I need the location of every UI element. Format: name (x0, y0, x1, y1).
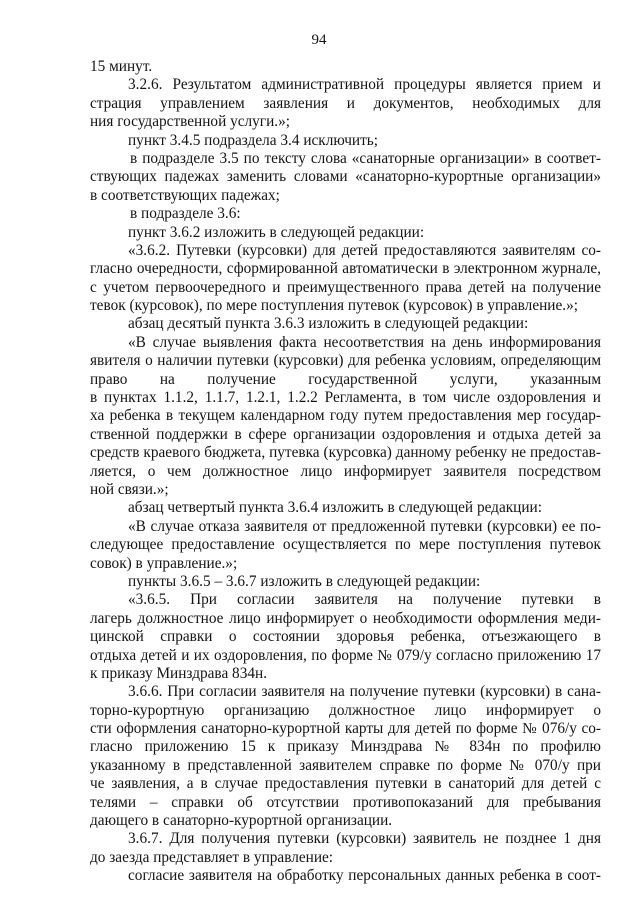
text-line: телями – справки об отсутствии противопоказаний для пребывания (90, 793, 601, 811)
text-line: дающего в санаторно-курортной организации. (90, 812, 393, 830)
text-line: следующее предоставление осуществляется по мере поступления путевок (90, 536, 601, 554)
text-line: совок) в управление.»; (90, 554, 238, 572)
text-line: гласно очередности, сформированной автоматически в электронном журнале, (90, 260, 601, 278)
text-line: «В случае выявления факта несоответствия на день информирования (128, 333, 601, 351)
text-line: «3.6.5. При согласии заявителя на получение путевки в (128, 591, 601, 609)
text-line: до заезда представляет в управление: (90, 848, 334, 866)
text-line: в подразделе 3.5 по тексту слова «санаторные организации» в соответ- (130, 149, 601, 167)
text-line: пункт 3.4.5 подраздела 3.4 исключить; (128, 131, 379, 149)
text-line: 3.6.7. Для получения путевки (курсовки) заявитель не позднее 1 дня (128, 830, 601, 848)
text-line: сти оформления санаторно-курортной карты для детей по форме № 076/у со- (90, 720, 601, 738)
text-line: «3.6.2. Путевки (курсовки) для детей предоставляются заявителям со- (128, 241, 601, 259)
text-line: согласие заявителя на обработку персональных данных ребенка в соот- (128, 867, 601, 885)
text-line: средств краевого бюджета, путевка (курсовка) данному ребенку не предостав- (90, 444, 601, 462)
text-line: абзац десятый пункта 3.6.3 изложить в следующей редакции: (128, 315, 529, 333)
text-line: пункт 3.6.2 изложить в следующей редакции: (128, 223, 425, 241)
text-line: отдыха детей и их оздоровления, по форме № 079/у согласно приложению 17 (90, 646, 601, 664)
text-line: в пунктах 1.1.2, 1.1.7, 1.2.1, 1.2.2 Регламента, в том числе оздоровления и (90, 389, 601, 407)
text-line: право на получение государственной услуги, указанным (90, 370, 601, 388)
text-line: 3.6.6. При согласии заявителя на получение путевки (курсовки) в сана- (128, 683, 601, 701)
text-line: 3.2.6. Результатом административной процедуры является прием и (128, 76, 601, 94)
text-line: пункты 3.6.5 – 3.6.7 изложить в следующей редакции: (128, 572, 481, 590)
text-line: «В случае отказа заявителя от предложенной путевки (курсовки) ее по- (128, 517, 601, 535)
text-line: к приказу Минздрава 834н. (90, 664, 268, 682)
text-line: ляется, о чем должностное лицо информирует заявителя посредством (90, 462, 601, 480)
text-line: тевок (курсовок), по мере поступления путевок (курсовок) в управление.»; (90, 297, 578, 315)
document-body (90, 58, 601, 886)
text-line: указанному в представленной заявителем справке по форме № 070/у при (90, 756, 601, 774)
text-line: лагерь должностное лицо информирует о необходимости оформления меди- (90, 609, 601, 627)
text-line: в соответствующих падежах; (90, 186, 280, 204)
text-line: страция управлением заявления и документов, необходимых для (90, 94, 601, 112)
text-line: торно-курортную организацию должностное лицо информирует о (90, 701, 601, 719)
text-line: абзац четвертый пункта 3.6.4 изложить в следующей редакции: (128, 499, 542, 517)
text-line: ной связи.»; (90, 480, 169, 498)
text-line: явителя о наличии путевки (курсовки) для ребенка условиям, определяющим (90, 352, 601, 370)
text-line: 15 минут. (90, 58, 153, 75)
text-line: ния государственной услуги.»; (90, 113, 290, 131)
text-line: ственной поддержки в сфере организации оздоровления и отдыха детей за (90, 425, 601, 443)
text-line: ха ребенка в текущем календарном году путем предоставления мер государ- (90, 407, 601, 425)
text-line: ствующих падежах заменить словами «санаторно-курортные организации» (90, 168, 601, 186)
text-line: че заявления, а в случае предоставления путевки в санаторий для детей с (90, 775, 601, 793)
text-line: с учетом первоочередного и преимущественного права детей на получение (90, 278, 601, 296)
text-line: в подразделе 3.6: (130, 205, 241, 223)
page-number: 94 (311, 32, 327, 48)
text-line: цинской справки о состоянии здоровья ребенка, отъезжающего в (90, 628, 601, 646)
text-line: гласно приложению 15 к приказу Минздрава № 834н по профилю (90, 738, 601, 756)
